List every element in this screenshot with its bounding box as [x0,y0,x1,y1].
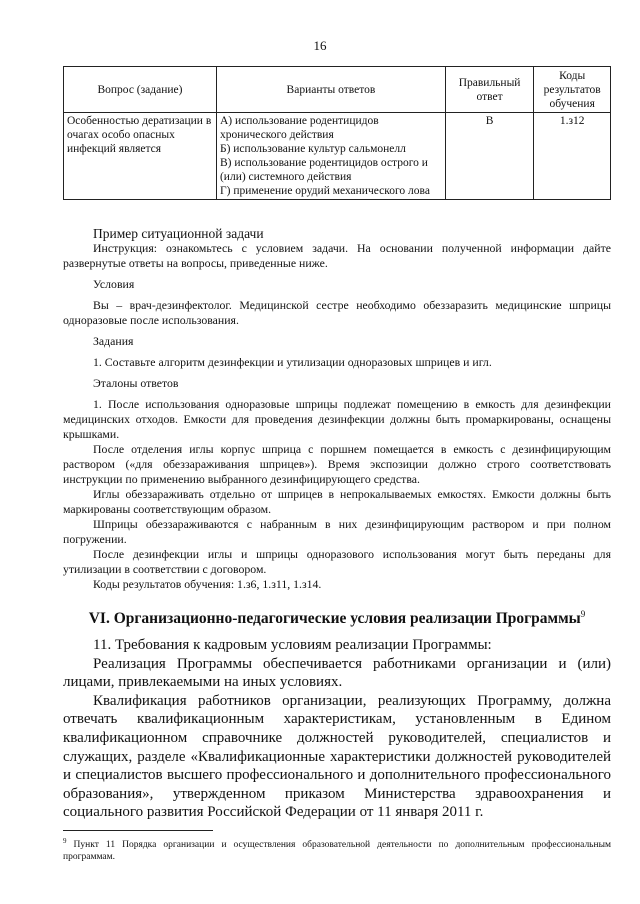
question-cell: Особенностью дератизации в очагах особо опасных инфекций является [64,113,217,200]
table-row [64,113,611,200]
header-question: Вопрос (задание) [64,67,217,113]
situation-task [63,226,611,592]
section-paragraph: Квалификация работников организации, реализующих Программу, должна отвечать квалификационным характеристикам, установленным в Едином квалификационном справочнике должностей руководителей, специалистов и служащих, разделе «Квалификационные характеристики должностей руководителей и специалистов высшего профессионального и дополнительного профессионального образования», утвержденном приказом Министерства здравоохранения и социального развития Российской Федерации от 11 января 2011 г. [63,692,611,821]
task-text: 1. Составьте алгоритм дезинфекции и утилизации одноразовых шприцев и игл. [93,355,492,369]
section-title [63,609,611,628]
section-paragraph: 11. Требования к кадровым условиям реализации Программы: [93,637,492,653]
conditions-heading: Условия [93,277,135,291]
answer-paragraph: 1. После использования одноразовые шприцы подлежат помещению в емкость для дезинфекции медицинских отходов. Емкости для проведения дезинфекции должны быть промаркированы, оснащены крышками. [63,397,611,441]
answer-paragraph: Иглы обеззараживать отдельно от шприцев в непрокалываемых емкостях. Емкости должны быть маркированы соответствующим образом. [63,487,611,516]
option-d: Г) применение орудий механического лова [219,185,430,197]
option-c: В) использование родентицидов острого и (или) системного действия [219,157,428,183]
footnote-reference: 9 [580,609,586,619]
answer-paragraph: После дезинфекции иглы и шприцы одноразового использования могут быть переданы для утилизации в соответствии с договором. [63,547,611,576]
conditions-text: Вы – врач-дезинфектолог. Медицинской сестре необходимо обеззаразить медицинские шприцы одноразовые после использования. [63,298,611,327]
header-options: Варианты ответов [216,67,445,113]
footnote-text: Пункт 11 Порядка организации и осуществления образовательной деятельности по дополнительным профессиональным программам. [63,840,611,863]
section-title-text: VI. Организационно-педагогические условия реализации Программы [88,610,581,628]
footnote-divider [63,830,213,831]
instruction-text: Инструкция: ознакомьтесь с условием задачи. На основании полученной информации дайте развернутые ответы на вопросы, приведенные ниже. [63,241,611,270]
situation-title: Пример ситуационной задачи [93,226,264,241]
result-codes: Коды результатов обучения: 1.з6, 1.з11, 1.з14. [93,577,322,591]
answer-paragraph: Шприцы обеззараживаются с набранным в них дезинфицирующим раствором и при полном погружении. [63,517,611,546]
test-question-table [63,66,611,200]
tasks-heading: Задания [93,334,134,348]
answer-cell: В [445,113,533,200]
option-b: Б) использование культур сальмонелл [219,143,406,155]
answer-paragraph: После отделения иглы корпус шприца с поршнем помещается в емкость с дезинфицирующим раствором («для обеззараживания шприцев»). Время экспозиции должно строго соответствовать инструкции по применению выбранного дезинфицирующего средства. [63,442,611,486]
page-number: 16 [313,38,327,53]
footnote-mark: 9 [63,837,67,845]
header-answer: Правильный ответ [445,67,533,113]
header-codes: Коды результатов обучения [534,67,611,113]
options-cell [216,113,445,200]
code-cell: 1.з12 [534,113,611,200]
answers-heading: Эталоны ответов [93,376,179,390]
footnote [63,835,611,863]
section-body [63,636,611,822]
option-a: А) использование родентицидов хронического действия [219,115,379,141]
table-header-row [64,67,611,113]
section-paragraph: Реализация Программы обеспечивается работниками организации и (или) лицами, привлекаемыми на иных условиях. [63,655,611,691]
